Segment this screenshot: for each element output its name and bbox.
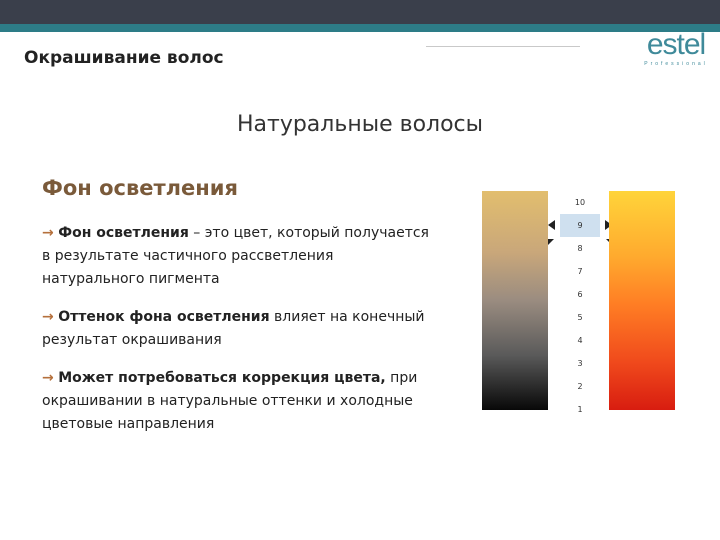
natural-color-bar — [482, 191, 548, 410]
subheading: Фон осветления — [42, 176, 238, 200]
bullet-item — [42, 306, 432, 352]
bullet-list — [42, 222, 432, 451]
tone-level: 6 — [577, 290, 583, 299]
bullet-lead: Может потребоваться коррекция цвета, — [58, 370, 386, 386]
bullet-lead: Фон осветления — [58, 225, 189, 241]
slide-title: Натуральные волосы — [236, 112, 484, 137]
top-bar-accent — [0, 24, 720, 32]
tone-level: 4 — [577, 336, 583, 345]
arrow-icon: → — [42, 370, 54, 386]
tone-level: 8 — [560, 237, 600, 260]
arrow-icon: → — [42, 225, 54, 241]
estel-logo — [637, 28, 715, 68]
triangle-left-icon — [548, 220, 555, 230]
tone-level: 2 — [577, 382, 583, 391]
header-divider — [426, 46, 580, 47]
tone-level: 10 — [574, 198, 586, 207]
tone-level: 5 — [577, 313, 583, 322]
bullet-item — [42, 367, 432, 436]
tone-level: 7 — [577, 267, 583, 276]
tone-level: 1 — [577, 405, 583, 414]
logo-wordmark: estel — [646, 28, 706, 61]
section-title: Окрашивание волос — [24, 48, 224, 68]
top-bar — [0, 0, 720, 24]
bullet-lead: Оттенок фона осветления — [58, 309, 270, 325]
bullet-text: – это цвет, который получается в результате частичного рассветления натурального пигмента — [42, 225, 429, 287]
logo-subtext: Professional — [644, 61, 708, 67]
bullet-text: влияет на конечный результат окрашивания — [42, 309, 425, 348]
tone-level-highlight — [560, 214, 600, 237]
bullet-text: при окрашивании в натуральные оттенки и холодные цветовые направления — [42, 370, 418, 432]
tone-level: 3 — [577, 359, 583, 368]
tone-level-scale — [560, 191, 600, 421]
tone-level-label: 9 — [577, 221, 583, 230]
arrow-icon: → — [42, 309, 54, 325]
bullet-item — [42, 222, 432, 291]
lightening-background-bar — [609, 191, 675, 410]
